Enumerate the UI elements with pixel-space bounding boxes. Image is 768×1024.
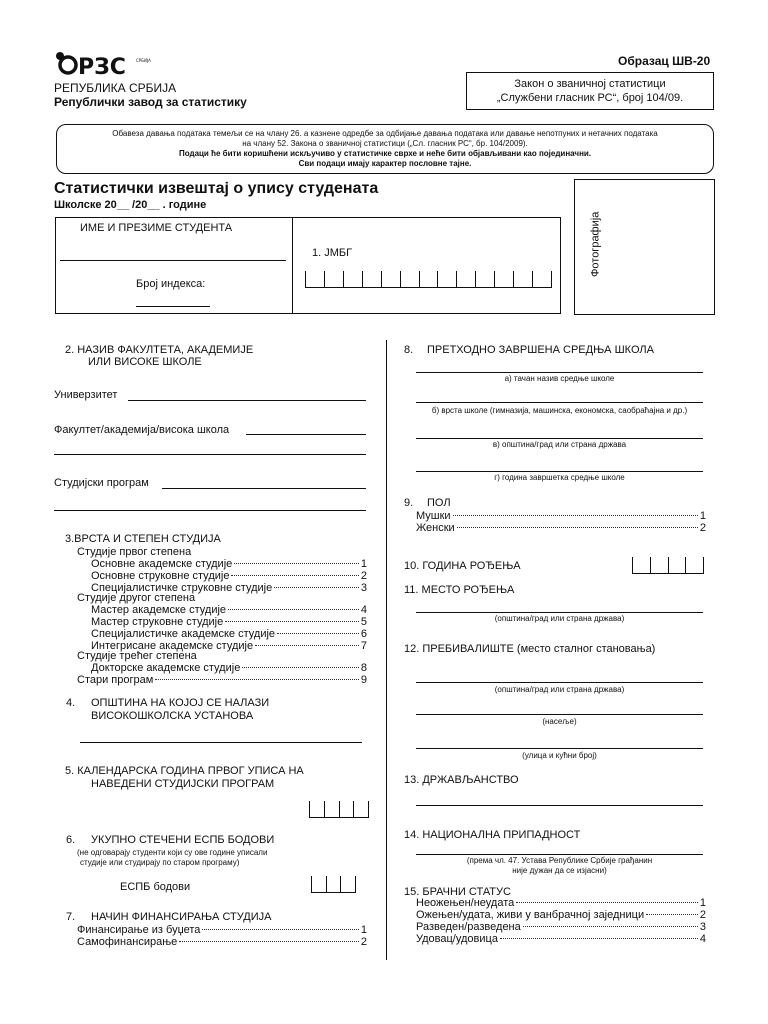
student-name-label: ИМЕ И ПРЕЗИМЕ СТУДЕНТА [80, 222, 233, 234]
marital-option-4[interactable]: Удовац/удовица 4 [416, 933, 706, 945]
institute-name: Републички завод за статистику [54, 95, 247, 109]
s14-title: 14. НАЦИОНАЛНА ПРИПАДНОСТ [404, 829, 581, 841]
s12-note-2: (насеље) [542, 717, 577, 726]
notice-line-4: Сви подаци имају карактер пословне тајне. [298, 159, 472, 168]
school-municipality-field[interactable] [416, 438, 703, 439]
school-year[interactable]: Школске 20__ /20__ . године [54, 199, 207, 211]
birth-year-field[interactable] [632, 557, 704, 574]
residence-settlement-field[interactable] [416, 714, 703, 715]
notice-line-1: Обавеза давања података темељи се на члану 26. а казнене одредбе за одбијање давања података или давање непотпуних и нетачних података [112, 129, 658, 138]
jmbg-label: 1. ЈМБГ [312, 247, 353, 259]
s8d-note: г) година завршетка средње школе [494, 473, 625, 482]
program-label: Студијски програм [54, 477, 149, 489]
s6-num: 6. [66, 834, 76, 846]
s6-title: УКУПНО СТЕЧЕНИ ЕСПБ БОДОВИ [91, 834, 275, 846]
s12-title: 12. ПРЕБИВАЛИШТЕ (место сталног становања) [404, 643, 656, 655]
s3-title: 3.ВРСТА И СТЕПЕН СТУДИЈА [65, 533, 221, 545]
s8-title: ПРЕТХОДНО ЗАВРШЕНА СРЕДЊА ШКОЛА [427, 344, 654, 356]
s6-note-2: студије или студирају по старом програму) [80, 858, 240, 867]
university-field[interactable] [128, 400, 366, 401]
citizenship-field[interactable] [416, 805, 703, 806]
option-8[interactable]: Докторске академске студије 8 [91, 662, 367, 674]
option-6[interactable]: Специјалистичке академске студије 6 [91, 628, 367, 640]
s4-title-2: ВИСОКОШКОЛСКА УСТАНОВА [91, 710, 254, 722]
residence-street-field[interactable] [416, 748, 703, 749]
s4-num: 4. [66, 697, 76, 709]
s13-title: 13. ДРЖАВЉАНСТВО [404, 774, 519, 786]
photo-label: Фотографија [589, 211, 602, 277]
s12-note-3: (улица и кућни број) [522, 751, 597, 760]
s8a-note: а) тачан назив средње школе [504, 374, 615, 383]
faculty-field[interactable] [246, 434, 366, 435]
first-degree-label: Студије првог степена [77, 546, 192, 558]
s7-title: НАЧИН ФИНАНСИРАЊА СТУДИЈА [91, 911, 272, 923]
second-degree-label: Студије другог степена [77, 592, 196, 604]
option-9[interactable]: Стари програм 9 [77, 674, 367, 686]
birthplace-field[interactable] [416, 612, 703, 613]
espb-field[interactable] [311, 876, 356, 893]
index-field[interactable] [136, 306, 210, 307]
form-title: Статистички извештај о упису студената [54, 180, 379, 197]
logo-small-text: СРБИЈА [136, 58, 151, 63]
s8c-note: в) општина/град или страна држава [492, 440, 627, 449]
logo-text: РЗС [78, 55, 126, 78]
logo [54, 50, 154, 78]
marital-option-3[interactable]: Разведен/разведена 3 [416, 921, 706, 933]
s8b-note: б) врста школе (гимназија, машинска, економска, саобраћајна и др.) [431, 406, 688, 415]
s14-note-1: (према чл. 47. Устава Републике Србије грађанин [466, 856, 653, 865]
financing-option-2[interactable]: Самофинансирање 2 [77, 936, 367, 948]
school-type-field[interactable] [416, 402, 703, 403]
university-label: Универзитет [54, 389, 118, 401]
gender-female[interactable]: Женски 2 [416, 522, 706, 534]
student-name-field[interactable] [60, 260, 286, 261]
republic-name: РЕПУБЛИКА СРБИЈА [54, 81, 177, 95]
third-degree-label: Студије трећег степена [77, 650, 197, 662]
s6-note-1: (не одговарају студенти који су ове године уписали [77, 848, 268, 857]
s10-title: 10. ГОДИНА РОЂЕЊА [404, 560, 521, 572]
s9-title: ПОЛ [427, 497, 451, 509]
option-1[interactable]: Основне академске студије 1 [91, 558, 367, 570]
s14-note-2: није дужан да се изјасни) [512, 866, 607, 875]
s4-title-1: ОПШТИНА НА КОЈОЈ СЕ НАЛАЗИ [91, 697, 270, 709]
photo-box[interactable] [574, 179, 715, 315]
law-line-1: Закон о званичној статистици [514, 78, 666, 90]
school-year-field[interactable] [416, 471, 703, 472]
marital-option-2[interactable]: Ожењен/удата, живи у ванбрачној заједници 2 [416, 909, 706, 921]
gender-male[interactable]: Мушки 1 [416, 510, 706, 522]
program-field-2[interactable] [54, 510, 366, 511]
school-name-field[interactable] [416, 372, 703, 373]
column-divider [386, 340, 387, 960]
s2-title-1: 2. НАЗИВ ФАКУЛТЕТА, АКАДЕМИЈЕ [65, 344, 254, 356]
law-box [466, 72, 714, 110]
s8-num: 8. [404, 344, 414, 356]
option-2[interactable]: Основне струковне студије 2 [91, 570, 367, 582]
rzs-logo-icon [54, 50, 154, 78]
program-field[interactable] [162, 488, 366, 489]
s7-num: 7. [66, 911, 76, 923]
notice-line-2: на члану 52. Закона о званичној статистици („Сл. гласник РС“, бр. 104/2009). [242, 139, 528, 148]
s15-title: 15. БРАЧНИ СТАТУС [404, 886, 511, 898]
law-line-2: „Службени гласник РС“, број 104/09. [496, 92, 684, 104]
form-code: Образац ШВ-20 [618, 54, 711, 68]
jmbg-field[interactable] [305, 271, 552, 288]
s5-title-1: 5. КАЛЕНДАРСКА ГОДИНА ПРВОГ УПИСА НА [65, 765, 304, 777]
s11-note: (општина/град или страна држава) [494, 614, 625, 623]
first-enrollment-year-field[interactable] [309, 801, 369, 818]
student-box-divider [292, 217, 293, 313]
s12-note-1: (општина/град или страна држава) [494, 685, 625, 694]
s9-num: 9. [404, 497, 414, 509]
option-5[interactable]: Мастер струковне студије 5 [91, 616, 367, 628]
option-7[interactable]: Интегрисане академске студије 7 [91, 640, 367, 652]
financing-option-1[interactable]: Финансирање из буџета 1 [77, 924, 367, 936]
option-3[interactable]: Специјалистичке струковне студије 3 [91, 582, 367, 594]
index-label: Број индекса: [136, 278, 206, 290]
option-4[interactable]: Мастер академске студије 4 [91, 604, 367, 616]
s2-title-2: ИЛИ ВИСОКЕ ШКОЛЕ [88, 356, 202, 368]
residence-municipality-field[interactable] [416, 682, 703, 683]
faculty-label: Факултет/академија/висока школа [54, 424, 230, 436]
notice-box [56, 124, 714, 174]
faculty-field-2[interactable] [54, 454, 366, 455]
notice-line-3: Подаци ће бити коришћени искључиво у статистичке сврхе и неће бити објављивани као појединачни. [178, 149, 592, 158]
municipality-field[interactable] [80, 742, 362, 743]
s11-title: 11. МЕСТО РОЂЕЊА [404, 584, 515, 596]
nationality-field[interactable] [416, 854, 703, 855]
marital-option-1[interactable]: Неожењен/неудата 1 [416, 897, 706, 909]
s5-title-2: НАВЕДЕНИ СТУДИЈСКИ ПРОГРАМ [91, 778, 275, 790]
espb-label: ЕСПБ бодови [120, 881, 191, 893]
